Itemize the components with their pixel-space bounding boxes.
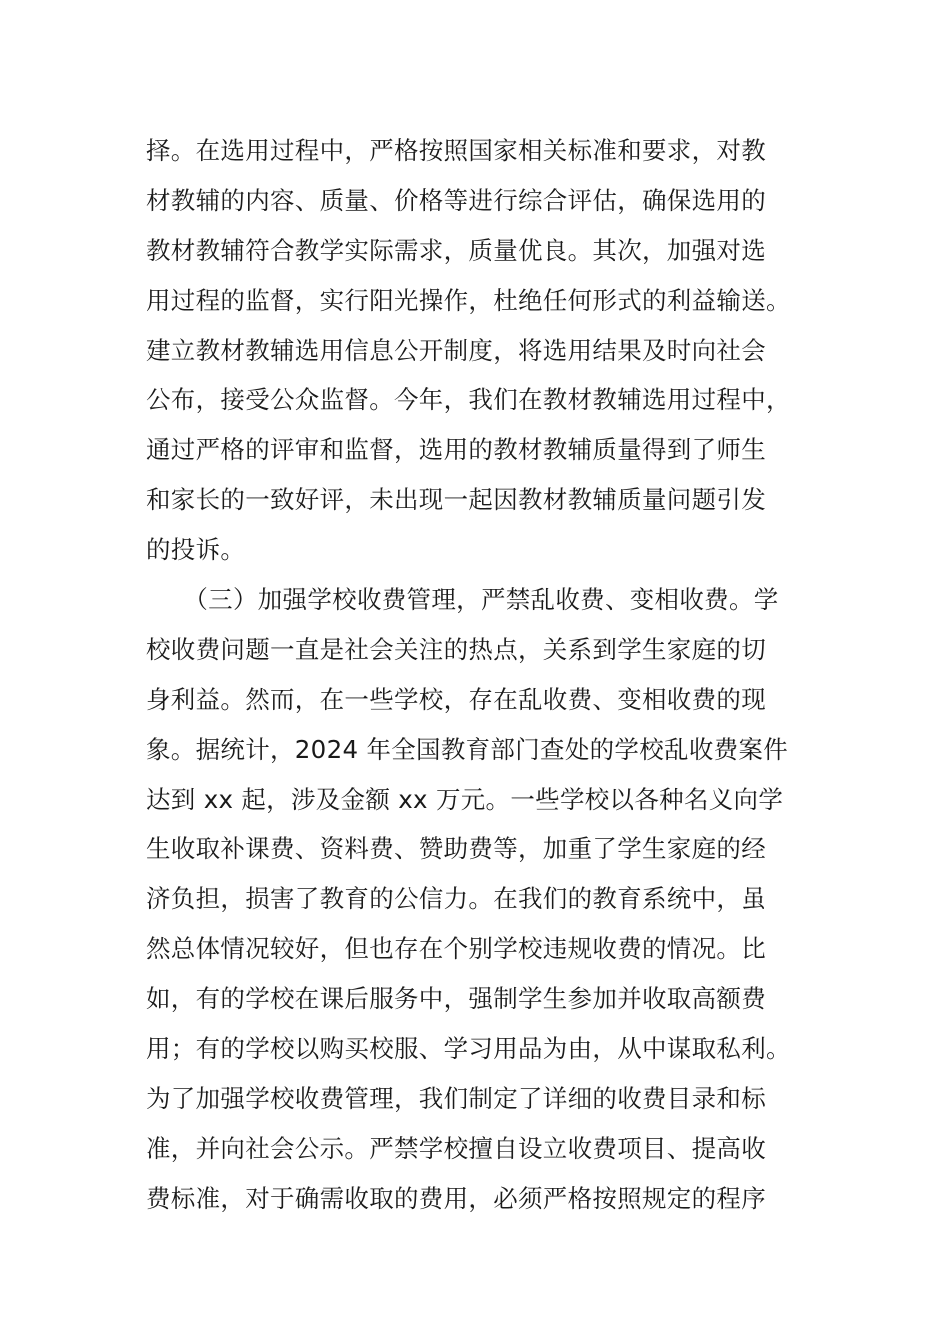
text-line: 和家长的一致好评，未出现一起因教材教辅质量问题引发	[146, 485, 766, 515]
text-line: 象。据统计，2024 年全国教育部门查处的学校乱收费案件	[146, 734, 789, 764]
text-line: 费标准，对于确需收取的费用，必须严格按照规定的程序	[146, 1183, 766, 1213]
text-line: 济负担，损害了教育的公信力。在我们的教育系统中，虽	[146, 884, 766, 914]
text-line: 的投诉。	[146, 535, 246, 565]
text-line: 如，有的学校在课后服务中，强制学生参加并收取高额费	[146, 984, 766, 1014]
text-line: 生收取补课费、资料费、赞助费等，加重了学生家庭的经	[146, 834, 766, 864]
text-line: 身利益。然而，在一些学校，存在乱收费、变相收费的现	[146, 684, 766, 714]
body-text	[146, 126, 826, 1224]
text-line: 然总体情况较好，但也存在个别学校违规收费的情况。比	[146, 934, 766, 964]
text-line: 教材教辅符合教学实际需求，质量优良。其次，加强对选	[146, 235, 766, 265]
text-line: 通过严格的评审和监督，选用的教材教辅质量得到了师生	[146, 435, 766, 465]
text-line: 达到 xx 起，涉及金额 xx 万元。一些学校以各种名义向学	[146, 784, 784, 814]
text-line: 材教辅的内容、质量、价格等进行综合评估，确保选用的	[146, 185, 766, 215]
text-line: 公布，接受公众监督。今年，我们在教材教辅选用过程中，	[146, 385, 791, 415]
text-line: 用；有的学校以购买校服、学习用品为由，从中谋取私利。	[146, 1034, 791, 1064]
text-line: 校收费问题一直是社会关注的热点，关系到学生家庭的切	[146, 634, 766, 664]
text-line: 准，并向社会公示。严禁学校擅自设立收费项目、提高收	[146, 1133, 766, 1163]
text-line: 择。在选用过程中，严格按照国家相关标准和要求，对教	[146, 136, 766, 165]
text-line: 用过程的监督，实行阳光操作，杜绝任何形式的利益输送。	[146, 285, 791, 315]
section-heading-line: （三）加强学校收费管理，严禁乱收费、变相收费。学	[146, 585, 779, 615]
text-line: 为了加强学校收费管理，我们制定了详细的收费目录和标	[146, 1083, 766, 1113]
text-line: 建立教材教辅选用信息公开制度，将选用结果及时向社会	[146, 335, 766, 365]
